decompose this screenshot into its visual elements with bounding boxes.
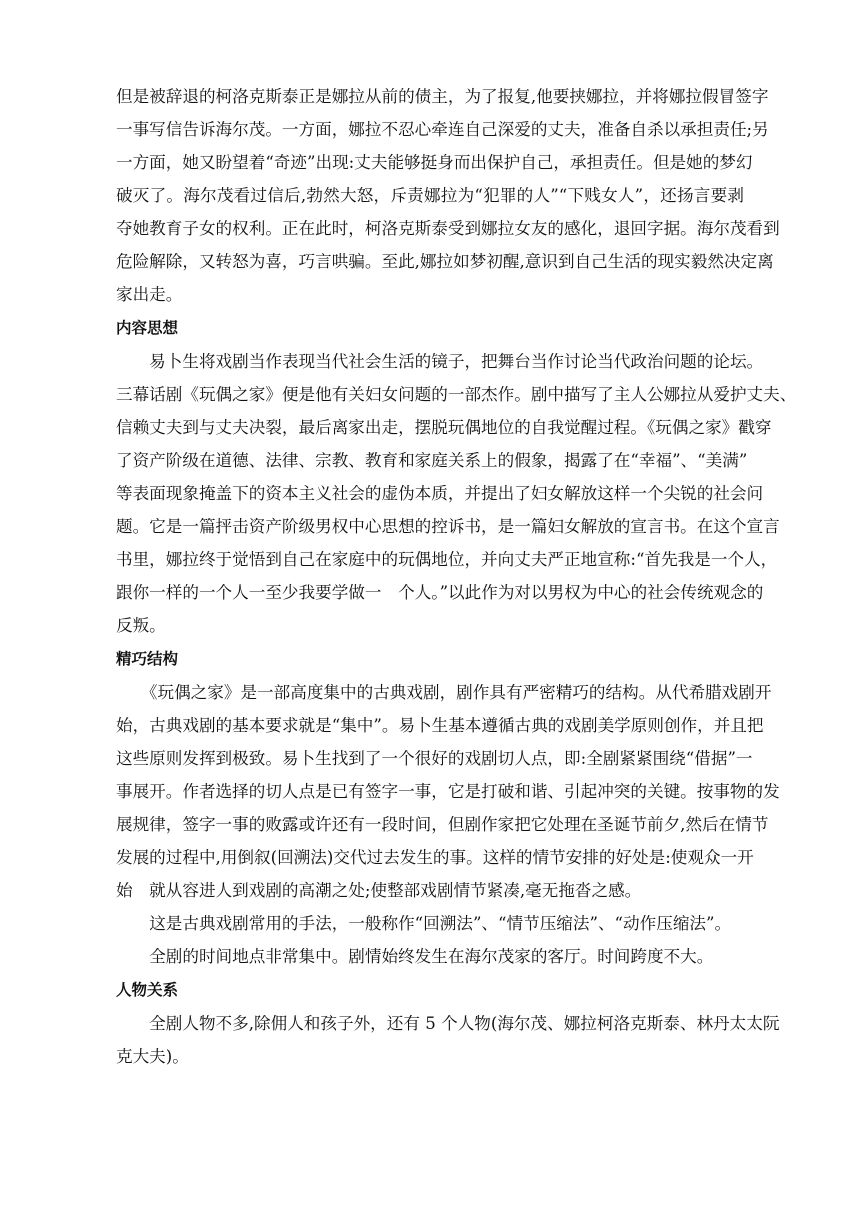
paragraph-content-thought — [116, 345, 797, 642]
text-line: 夺她教育子女的权利。正在此时，柯洛克斯泰受到娜拉女友的感化，退回字据。海尔茂看到 — [116, 219, 780, 238]
text-line: 信赖丈夫到与丈夫决裂，最后离家出走，摆脱玩偶地位的自我觉醒过程。《玩偶之家》戳穿 — [116, 418, 772, 437]
text-line: 始 就从容进人到戏剧的高潮之处;使整部戏剧情节紧凑,毫无拖沓之感。 — [116, 881, 642, 900]
text-line: 书里，娜拉终于觉悟到自己在家庭中的玩偶地位，并向丈夫严正地宣称:“首先我是一个人， — [116, 550, 778, 569]
text-line: 一方面，她又盼望着“奇迹”出现:丈夫能够挺身而出保护自己，承担责任。但是她的梦幻 — [116, 153, 753, 172]
section-heading-content: 内容思想 — [116, 319, 179, 337]
paragraph-structure — [116, 676, 780, 907]
text-line: 展规律，签字一事的败露或许还有一段时间，但剧作家把它处理在圣诞节前夕,然后在情节 — [116, 815, 769, 834]
text-line: 一事写信告诉海尔茂。一方面，娜拉不忍心牵连自己深爱的丈夫，准备自杀以承担责任;另 — [116, 120, 769, 139]
text-line: 破灭了。海尔茂看过信后,勃然大怒，斥责娜拉为“犯罪的人”“下贱女人”，还扬言要剥 — [116, 186, 744, 205]
section-heading-structure: 精巧结构 — [116, 650, 179, 668]
text-line: 题。它是一篇抨击资产阶级男权中心思想的控诉书，是一篇妇女解放的宣言书。在这个宣言 — [116, 517, 780, 536]
text-line: 三幕话剧《玩偶之家》便是他有关妇女问题的一部杰作。剧中描写了主人公娜拉从爱护丈夫、 — [116, 385, 797, 404]
paragraph-time-place: 全剧的时间地点非常集中。剧情始终发生在海尔茂家的客厅。时间跨度不大。 — [149, 947, 714, 966]
text-line: 全剧人物不多,除佣人和孩子外，还有 5 个人物(海尔茂、娜拉柯洛克斯泰、林丹太太阮 — [116, 1014, 780, 1033]
text-line: 反叛。 — [116, 616, 166, 635]
section-heading-characters: 人物关系 — [116, 981, 179, 999]
text-line: 克大夫)。 — [116, 1047, 189, 1066]
text-line: 始，古典戏剧的基本要求就是“集中”。易卜生基本遵循古典的戏剧美学原则创作，并且把 — [116, 716, 764, 735]
text-line: 易卜生将戏剧当作表现当代社会生活的镜子，把舞台当作讨论当代政治问题的论坛。 — [116, 352, 764, 371]
paragraph-techniques: 这是古典戏剧常用的手法，一般称作“回溯法”、“情节压缩法”、“动作压缩法”。 — [149, 914, 732, 933]
text-line: 等表面现象掩盖下的资本主义社会的虚伪本质，并提出了妇女解放这样一个尖锐的社会问 — [116, 484, 764, 503]
text-line: 这些原则发挥到极致。易卜生找到了一个很好的戏剧切人点，即:全剧紧紧围绕“借据”一 — [116, 749, 753, 768]
paragraph-characters — [116, 1007, 780, 1073]
text-line: 事展开。作者选择的切人点是已有签字一事，它是打破和谐、引起冲突的关键。按事物的发 — [116, 782, 780, 801]
text-line: 但是被辞退的柯洛克斯泰正是娜拉从前的债主，为了报复,他要挟娜拉，并将娜拉假冒签字 — [116, 87, 769, 106]
text-line: 跟你一样的一个人一至少我要学做一 个人。”以此作为对以男权为中心的社会传统观念的 — [116, 583, 764, 602]
text-line: 《玩偶之家》是一部高度集中的古典戏剧，剧作具有严密精巧的结构。从代希腊戏剧开 — [116, 683, 772, 702]
text-line: 发展的过程中,用倒叙(回溯法)交代过去发生的事。这样的情节安排的好处是:使观众一开 — [116, 848, 754, 867]
document-page — [116, 80, 797, 1073]
text-line: 了资产阶级在道德、法律、宗教、教育和家庭关系上的假象，揭露了在“幸福”、“美满” — [116, 451, 748, 470]
text-line: 家出走。 — [116, 285, 183, 304]
text-line: 危险解除，又转怒为喜，巧言哄骗。至此,娜拉如梦初醒,意识到自己生活的现实毅然决定离 — [116, 252, 774, 271]
paragraph-plot-summary — [116, 80, 780, 311]
